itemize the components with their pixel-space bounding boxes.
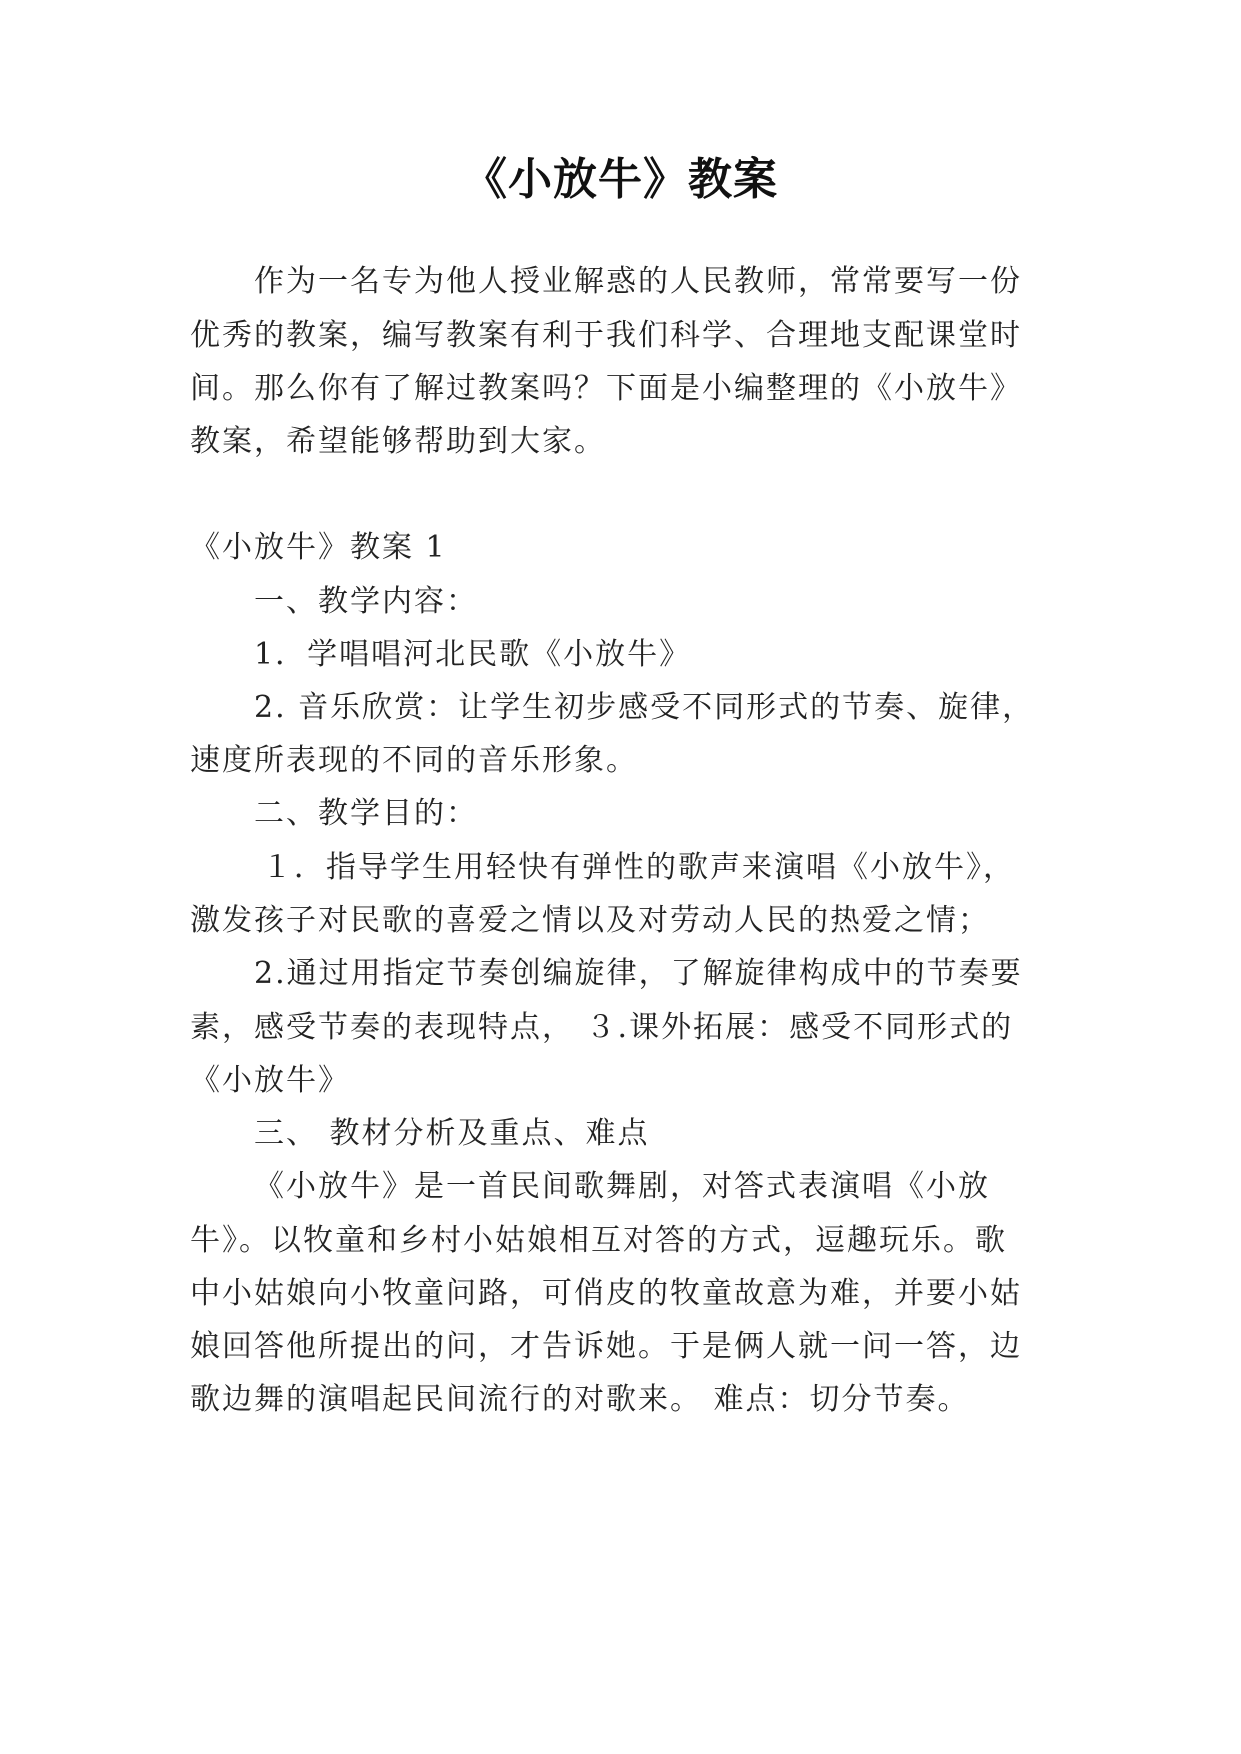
part3-body-line: 中小姑娘向小牧童问路，可俏皮的牧童故意为难，并要小姑	[190, 1276, 1022, 1311]
part1-heading: 一、教学内容：	[254, 584, 478, 619]
part2-item: 《小放牛》	[190, 1063, 350, 1098]
part3-body-line: 娘回答他所提出的问，才告诉她。于是俩人就一问一答，边	[190, 1329, 1022, 1364]
section-heading: 《小放牛》教案 1	[190, 530, 447, 565]
intro-line: 教案，希望能够帮助到大家。	[190, 424, 606, 459]
part2-item: １．指导学生用轻快有弹性的歌声来演唱《小放牛》，	[262, 850, 1015, 885]
part2-item: 激发孩子对民歌的喜爱之情以及对劳动人民的热爱之情；	[190, 903, 990, 938]
part3-body-line: 牛》。以牧童和乡村小姑娘相互对答的方式，逗趣玩乐。歌	[190, 1223, 1007, 1258]
part3-heading: 三、 教材分析及重点、难点	[254, 1116, 650, 1151]
intro-line: 优秀的教案，编写教案有利于我们科学、合理地支配课堂时	[190, 318, 1022, 353]
part3-body-line: 歌边舞的演唱起民间流行的对歌来。 难点：切分节奏。	[190, 1382, 970, 1417]
intro-line: 作为一名专为他人授业解惑的人民教师，常常要写一份	[254, 264, 1022, 299]
intro-line: 间。那么你有了解过教案吗？下面是小编整理的《小放牛》	[190, 371, 1022, 406]
part2-item: 素，感受节奏的表现特点， ３.课外拓展：感受不同形式的	[190, 1010, 1014, 1045]
part1-item: 速度所表现的不同的音乐形象。	[190, 743, 638, 778]
part2-heading: 二、教学目的：	[254, 796, 478, 831]
part3-body-line: 《小放牛》是一首民间歌舞剧，对答式表演唱《小放	[254, 1169, 990, 1204]
part2-item: 2.通过用指定节奏创编旋律，了解旋律构成中的节奏要	[254, 956, 1023, 991]
document-title: 《小放牛》教案	[463, 154, 778, 205]
part1-item: 2. 音乐欣赏：让学生初步感受不同形式的节奏、旋律，	[254, 690, 1035, 725]
part1-item: 1．学唱唱河北民歌《小放牛》	[254, 637, 692, 672]
